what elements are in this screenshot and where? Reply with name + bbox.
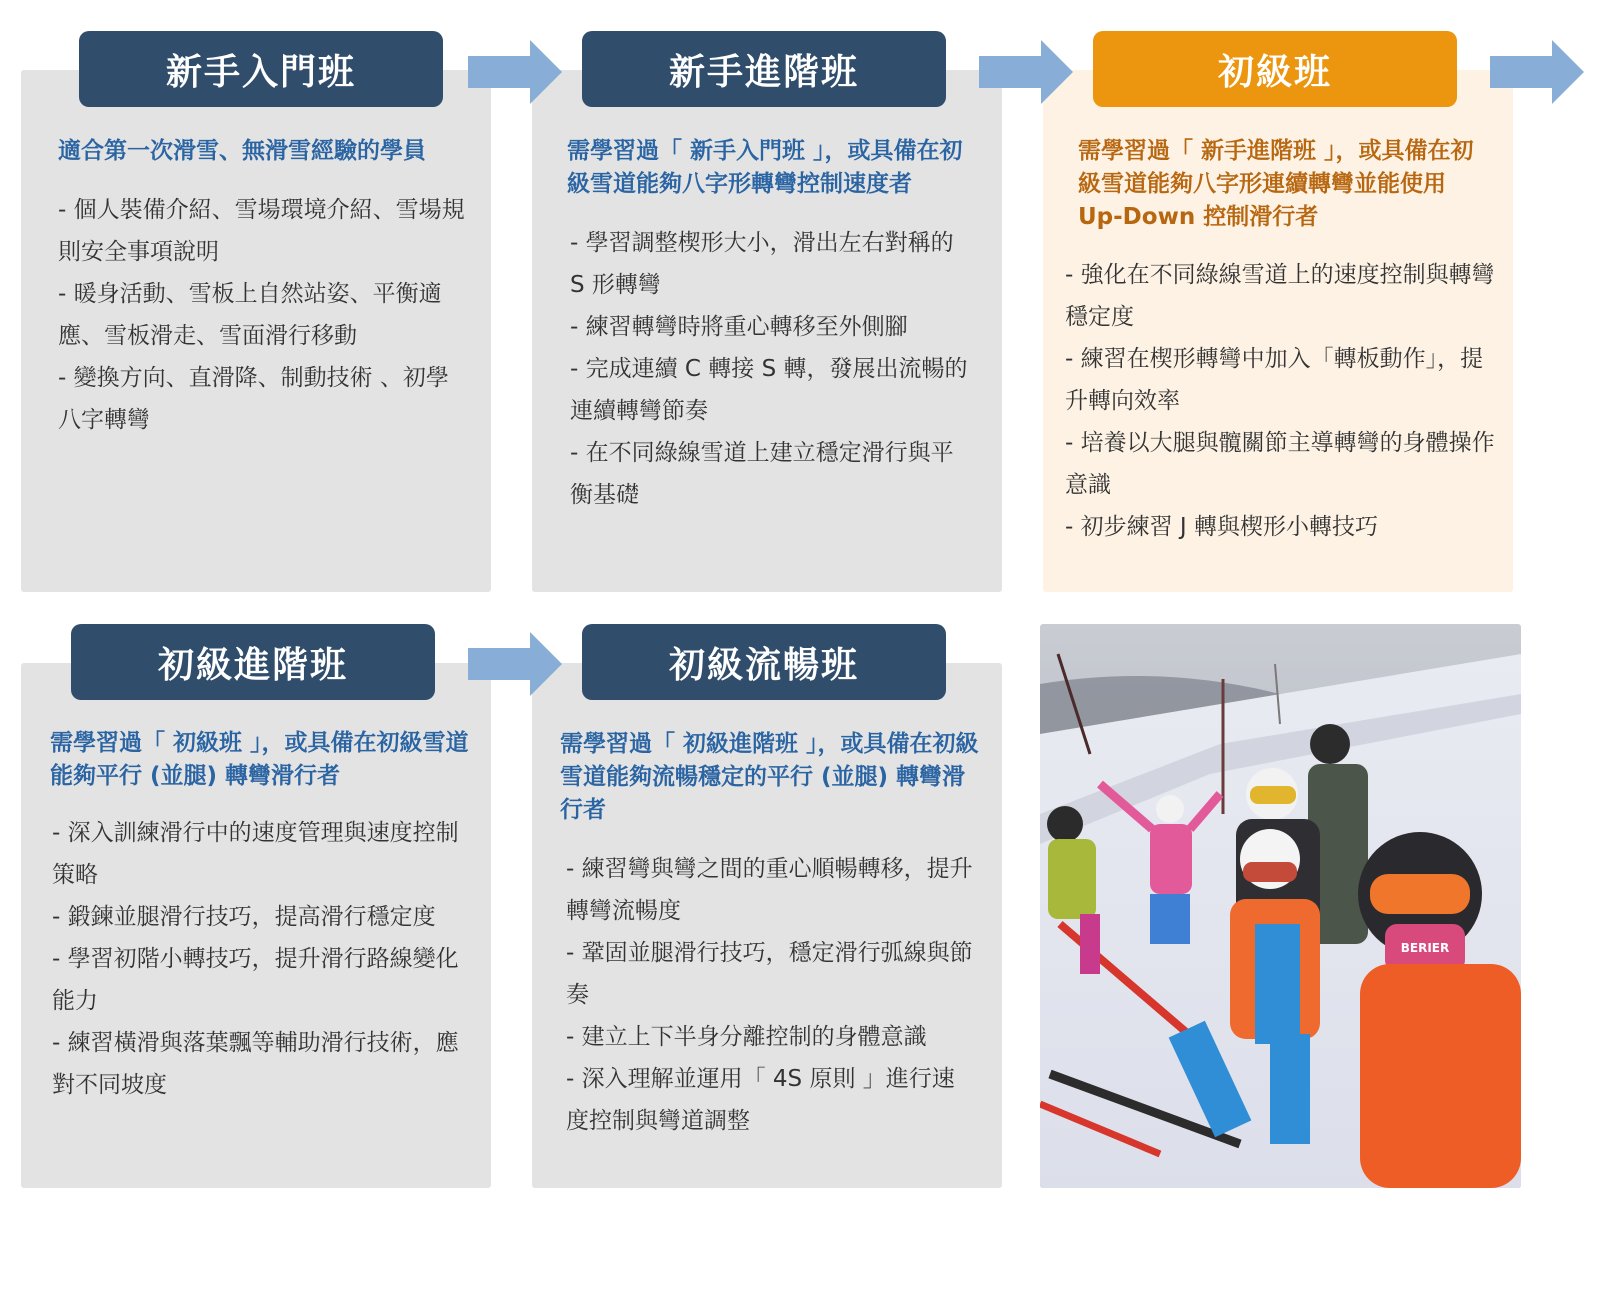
course-item: - 變換方向、直滑降、制動技術 、初學八字轉彎 (58, 365, 449, 433)
course-item: - 練習轉彎時將重心轉移至外側腳 (570, 314, 908, 340)
course-item: - 鍛鍊並腿滑行技巧，提高滑行穩定度 (52, 904, 436, 930)
course-items-beginner-advanced (570, 222, 975, 516)
course-item: - 暖身活動、雪板上自然站姿、平衡適應、雪板滑走、雪面滑行移動 (58, 281, 442, 349)
arrow-right-icon (468, 632, 562, 696)
course-item: - 個人裝備介紹、雪場環境介紹、雪場規則安全事項說明 (58, 197, 465, 265)
course-item: - 深入理解並運用「 4S 原則 」進行速度控制與彎道調整 (566, 1066, 955, 1134)
course-item: - 初步練習 J 轉與楔形小轉技巧 (1065, 514, 1379, 540)
course-item: - 強化在不同綠線雪道上的速度控制與轉彎穩定度 (1065, 262, 1495, 330)
course-item: - 建立上下半身分離控制的身體意識 (566, 1024, 927, 1050)
course-item: - 培養以大腿與髖關節主導轉彎的身體操作意識 (1065, 430, 1495, 498)
course-item: - 在不同綠線雪道上建立穩定滑行與平衡基礎 (570, 440, 954, 508)
helmet-text: BERIER (1400, 941, 1450, 955)
course-requirement-beginner-intro: 適合第一次滑雪、無滑雪經驗的學員 (58, 138, 426, 164)
course-item: - 學習調整楔形大小，滑出左右對稱的 S 形轉彎 (570, 230, 954, 298)
arrow-right-icon (1490, 40, 1584, 104)
arrow-right-icon (979, 40, 1073, 104)
course-items-beginner-intro (58, 189, 468, 441)
course-title-elementary-advanced: 初級進階班 (71, 624, 435, 700)
course-items-elementary-advanced (52, 812, 477, 1106)
course-title-beginner-advanced: 新手進階班 (582, 31, 946, 107)
course-item: - 鞏固並腿滑行技巧，穩定滑行弧線與節奏 (566, 940, 973, 1008)
course-items-elementary (1065, 254, 1505, 548)
course-items-elementary-fluent (566, 848, 976, 1142)
course-item: - 練習在楔形轉彎中加入「轉板動作」，提升轉向效率 (1065, 346, 1484, 414)
course-item: - 練習彎與彎之間的重心順暢轉移，提升轉彎流暢度 (566, 856, 973, 924)
course-item: - 學習初階小轉技巧，提升滑行路線變化能力 (52, 946, 459, 1014)
course-title-elementary-fluent: 初級流暢班 (582, 624, 946, 700)
course-item: - 完成連續 C 轉接 S 轉，發展出流暢的連續轉彎節奏 (570, 356, 968, 424)
course-title-elementary: 初級班 (1093, 31, 1457, 107)
course-title-beginner-intro: 新手入門班 (79, 31, 443, 107)
course-requirement-elementary-fluent: 需學習過「 初級進階班 」，或具備在初級雪道能夠流暢穩定的平行 (並腿) 轉彎滑行者 (560, 731, 979, 823)
course-requirement-beginner-advanced: 需學習過「 新手入門班 」，或具備在初級雪道能夠八字形轉彎控制速度者 (567, 138, 963, 197)
course-item: - 深入訓練滑行中的速度管理與速度控制策略 (52, 820, 459, 888)
course-item: - 練習橫滑與落葉飄等輔助滑行技術，應對不同坡度 (52, 1030, 459, 1098)
ski-group-photo (1040, 624, 1521, 1188)
arrow-right-icon (468, 40, 562, 104)
course-requirement-elementary: 需學習過「 新手進階班 」，或具備在初級雪道能夠八字形連續轉彎並能使用 Up-Down 控制滑行者 (1078, 138, 1474, 230)
course-requirement-elementary-advanced: 需學習過「 初級班 」，或具備在初級雪道能夠平行 (並腿) 轉彎滑行者 (50, 730, 469, 789)
